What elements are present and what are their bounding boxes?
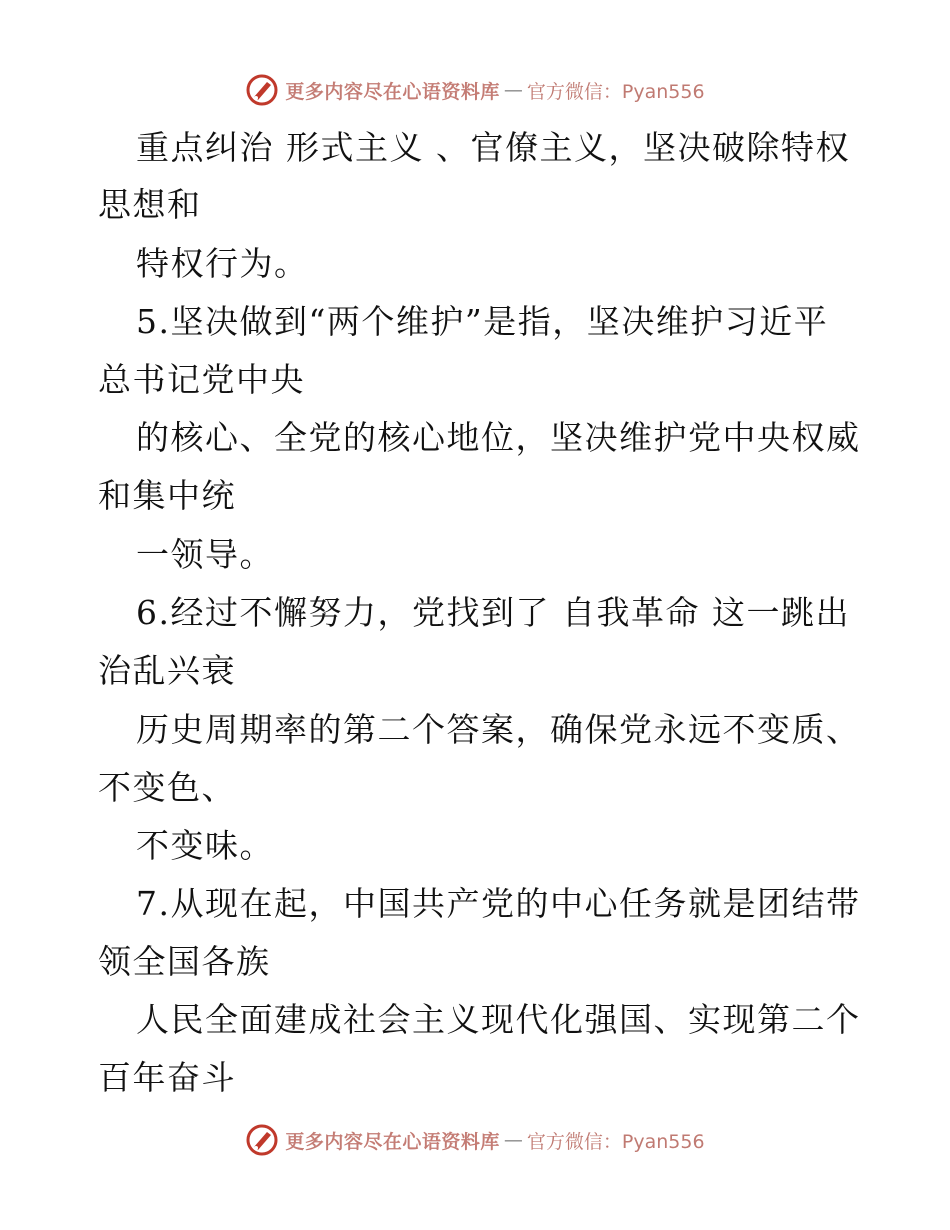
text-line: 的核心、全党的核心地位，坚决维护党中央权威 — [136, 418, 861, 457]
text-line: 历史周期率的第二个答案，确保党永远不变质、 — [136, 710, 861, 749]
banner-wechat-text: 官方微信：Pyan556 — [526, 80, 705, 103]
banner-main-text: 更多内容尽在心语资料库 — [285, 1130, 500, 1153]
banner-main-text: 更多内容尽在心语资料库 — [285, 80, 500, 103]
text-line: 总书记党中央 — [98, 360, 305, 399]
text-line: 6.经过不懈努力，党找到了 自我革命 这一跳出 — [136, 593, 850, 632]
text-line: 一领导。 — [136, 535, 274, 574]
text-line: 治乱兴衰 — [98, 651, 236, 690]
pen-logo-icon — [245, 1123, 279, 1157]
text-line: 重点纠治 形式主义 、官僚主义，坚决破除特权 — [136, 128, 850, 167]
text-line: 特权行为。 — [136, 244, 309, 283]
text-line: 百年奋斗 — [98, 1058, 236, 1097]
footer-banner — [0, 1120, 950, 1160]
text-line: 领全国各族 — [98, 942, 271, 981]
text-line: 7.从现在起，中国共产党的中心任务就是团结带 — [136, 884, 861, 923]
banner-separator: — — [503, 79, 523, 101]
banner-wechat-text: 官方微信：Pyan556 — [526, 1130, 705, 1153]
banner-separator: — — [503, 1129, 523, 1151]
text-line: 不变色、 — [98, 768, 236, 807]
text-line: 不变味。 — [136, 826, 274, 865]
text-line: 思想和 — [98, 185, 202, 224]
text-line: 人民全面建成社会主义现代化强国、实现第二个 — [136, 1000, 861, 1039]
text-line: 和集中统 — [98, 476, 236, 515]
text-line: 5.坚决做到“两个维护”是指，坚决维护习近平 — [136, 302, 829, 341]
